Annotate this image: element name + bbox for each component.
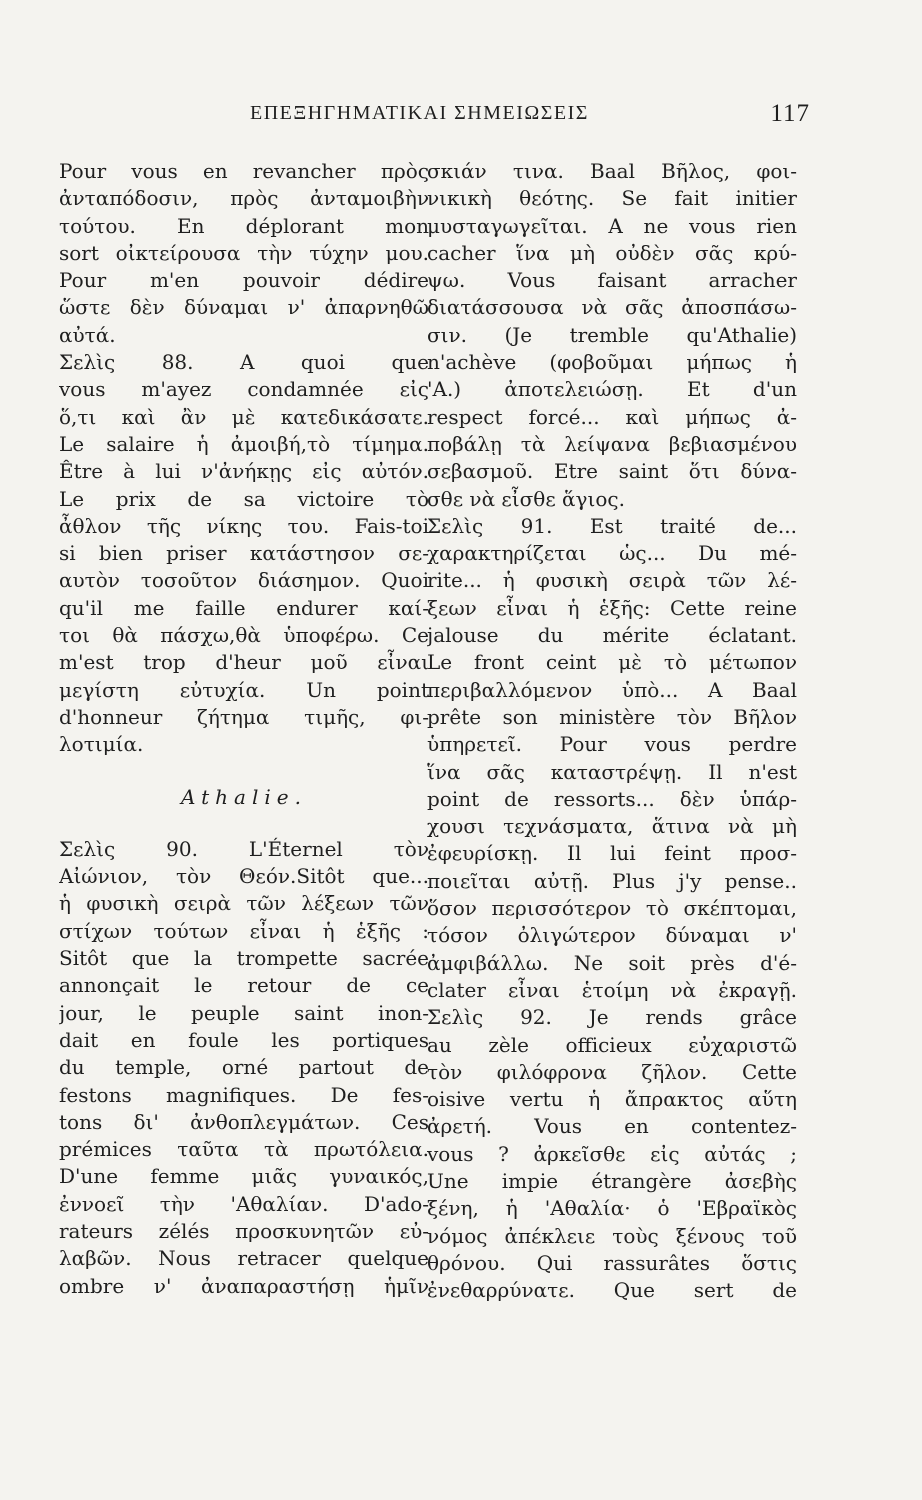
text-line: Pour vous en revancher πρὸς [59,159,429,183]
text-line: χαρακτηρίζεται ὡς... Du mé- [427,541,797,566]
text-line: Une impie étrangère ἀσεβὴς [427,1168,797,1193]
text-line: rateurs zélés προσκυνητῶν εὐ- [59,1218,429,1243]
text-line: Pour m'en pouvoir dédire [59,268,429,293]
text-line: ἐφευρίσκῃ. Il lui feint προσ- [427,841,797,866]
text-line: m'est trop d'heur μοῦ εἶναι [59,650,429,675]
text-line: τούτου. En déplorant mon [59,213,429,238]
text-line: prémices ταῦτα τὰ πρωτόλεια. [59,1137,429,1162]
text-line: στίχων τούτων εἶναι ἡ ἑξῆς : [59,918,429,943]
text-line: σεβασμοῦ. Etre saint ὅτι δύνα- [427,459,797,484]
text-line: dait en foule les portiques [59,1027,429,1052]
text-line: ὑπηρετεῖ. Pour vous perdre [427,732,797,757]
text-line: αὐτά. [59,322,116,347]
text-line: Σελὶς 88. A quoi que [59,350,429,375]
text-line: au zèle officieux εὐχαριστῶ [427,1032,797,1057]
text-line: jour, le peuple saint inon- [59,1000,429,1025]
text-line: Σελὶς 91. Est traité de... [427,513,797,538]
text-line: prête son ministère τὸν Βῆλον [427,704,797,729]
text-line: Le salaire ἡ ἀμοιβή,τὸ τίμημα. [59,431,429,456]
text-line: ombre ν' ἀναπαραστήσῃ ἡμῖν [59,1273,429,1298]
text-line: ἀρετή. Vous en contentez- [427,1114,797,1139]
text-line: si bien priser κατάστησον σε- [59,541,429,566]
spacer [59,759,429,784]
text-line: Le front ceint μὲ τὸ μέτωπον [427,650,797,675]
text-line: ἀμφιβάλλω. Ne soit près d'é- [427,950,797,975]
text-line: Être à lui ν'ἀνήκῃς εἰς αὐτόν. [59,459,429,484]
text-line: D'une femme μιᾶς γυναικός, [59,1164,429,1189]
text-line: τόσον ὀλιγώτερον δύναμαι ν' [427,923,797,948]
text-line: νικικὴ θεότης. Se fait initier [427,186,797,211]
right-column [427,158,797,1304]
text-line: ποβάλῃ τὰ λείψανα βεβιασμένου [427,431,797,456]
text-line: σιν. (Je tremble qu'Athalie) [427,322,797,347]
text-line: ὅσον περισσότερον τὸ σκέπτομαι, [427,896,797,921]
text-line: Αἰώνιον, τὸν Θεόν.Sitôt que... [59,864,429,889]
text-line: σθε νὰ εἶσθε ἅγιος. [427,486,625,511]
text-line: σκιάν τινα. Baal Βῆλος, φοι- [427,159,797,183]
text-line: oisive vertu ἡ ἄπρακτος αὕτη [427,1087,797,1112]
text-line: τὸν φιλόφρονα ζῆλον. Cette [427,1059,797,1084]
text-line: vous ? ἀρκεῖσθε εἰς αὐτάς ; [427,1141,797,1166]
text-line: point de ressorts... δὲν ὑπάρ- [427,786,797,811]
text-line: θρόνου. Qui rassurâtes ὅστις [427,1250,797,1275]
text-line: ὥστε δὲν δύναμαι ν' ἀπαρνηθῶ [59,295,429,320]
text-line: ἀνταπόδοσιν, πρὸς ἀνταμοιβὴν [59,186,429,211]
text-line: αυτὸν τοσοῦτον διάσημον. Quoi [59,568,429,593]
text-line: λαβῶν. Nous retracer quelque [59,1246,429,1271]
left-column [59,158,429,1300]
text-line: rite... ἡ φυσικὴ σειρὰ τῶν λέ- [427,568,797,593]
text-line: τοι θὰ πάσχω,θὰ ὑποφέρω. Ce [59,623,429,648]
text-line: μυσταγωγεῖται. A ne vous rien [427,213,797,238]
text-line: vous m'ayez condamnée εἰς [59,377,429,402]
text-line: ἡ φυσικὴ σειρὰ τῶν λέξεων τῶν [59,891,429,916]
text-line: ξένη, ἡ 'Αθαλία· ὁ 'Εβραϊκὸς [427,1196,797,1221]
spacer [59,811,429,836]
text-line: 'Α.) ἀποτελειώσῃ. Et d'un [427,377,797,402]
text-line: ἐνεθαρρύνατε. Que sert de [427,1278,797,1303]
text-line: ψω. Vous faisant arracher [427,268,797,293]
text-line: tons δι' ἀνθοπλεγμάτων. Ces [59,1109,429,1134]
running-head-title: ΕΠΕΞΗΓΗΜΑΤΙΚΑΙ ΣΗΜΕΙΩΣΕΙΣ [250,102,589,124]
text-line: ὅ,τι καὶ ἂν μὲ κατεδικάσατε. [59,404,429,429]
section-heading: Athalie. [181,784,307,809]
text-line: λοτιμία. [59,732,144,757]
text-line: sort οἰκτείρουσα τὴν τύχην μου. [59,240,429,265]
text-line: respect forcé... καὶ μήπως ἀ- [427,404,797,429]
text-line: μεγίστη εὐτυχία. Un point [59,677,429,702]
text-line: Σελὶς 92. Je rends grâce [427,1005,797,1030]
page-number: 117 [770,100,810,127]
text-line: n'achève (φοβοῦμαι μήπως ἡ [427,350,797,375]
text-line: ἆθλον τῆς νίκης του. Fais-toi [59,513,429,538]
text-line: περιβαλλόμενον ὑπὸ... A Baal [427,677,797,702]
text-line: ξεων εἶναι ἡ ἑξῆς: Cette reine [427,595,797,620]
text-line: du temple, orné partout de [59,1055,429,1080]
text-line: Σελὶς 90. L'Éternel τὸν [59,836,429,861]
text-line: ἵνα σᾶς καταστρέψῃ. Il n'est [427,759,797,784]
text-line: νόμος ἀπέκλειε τοὺς ξένους τοῦ [427,1223,797,1248]
text-line: Sitôt que la trompette sacrée [59,946,429,971]
text-line: cacher ἵνα μὴ οὐδὲν σᾶς κρύ- [427,240,797,265]
text-line: annonçait le retour de ce [59,973,429,998]
text-line: διατάσσουσα νὰ σᾶς ἀποσπάσω- [427,295,797,320]
text-line: ποιεῖται αὐτῇ. Plus j'y pense.. [427,868,797,893]
text-line: ἐννοεῖ τὴν 'Αθαλίαν. D'ado- [59,1191,429,1216]
text-line: clater εἶναι ἑτοίμη νὰ ἐκραγῇ. [427,977,797,1002]
text-line: d'honneur ζήτημα τιμῆς, φι- [59,704,429,729]
text-line: Le prix de sa victoire τὸ [59,486,429,511]
text-line: qu'il me faille endurer καί- [59,595,429,620]
text-line: festons magnifiques. De fes- [59,1082,429,1107]
text-line: jalouse du mérite éclatant. [427,623,797,648]
text-line: χουσι τεχνάσματα, ἅτινα νὰ μὴ [427,814,797,839]
